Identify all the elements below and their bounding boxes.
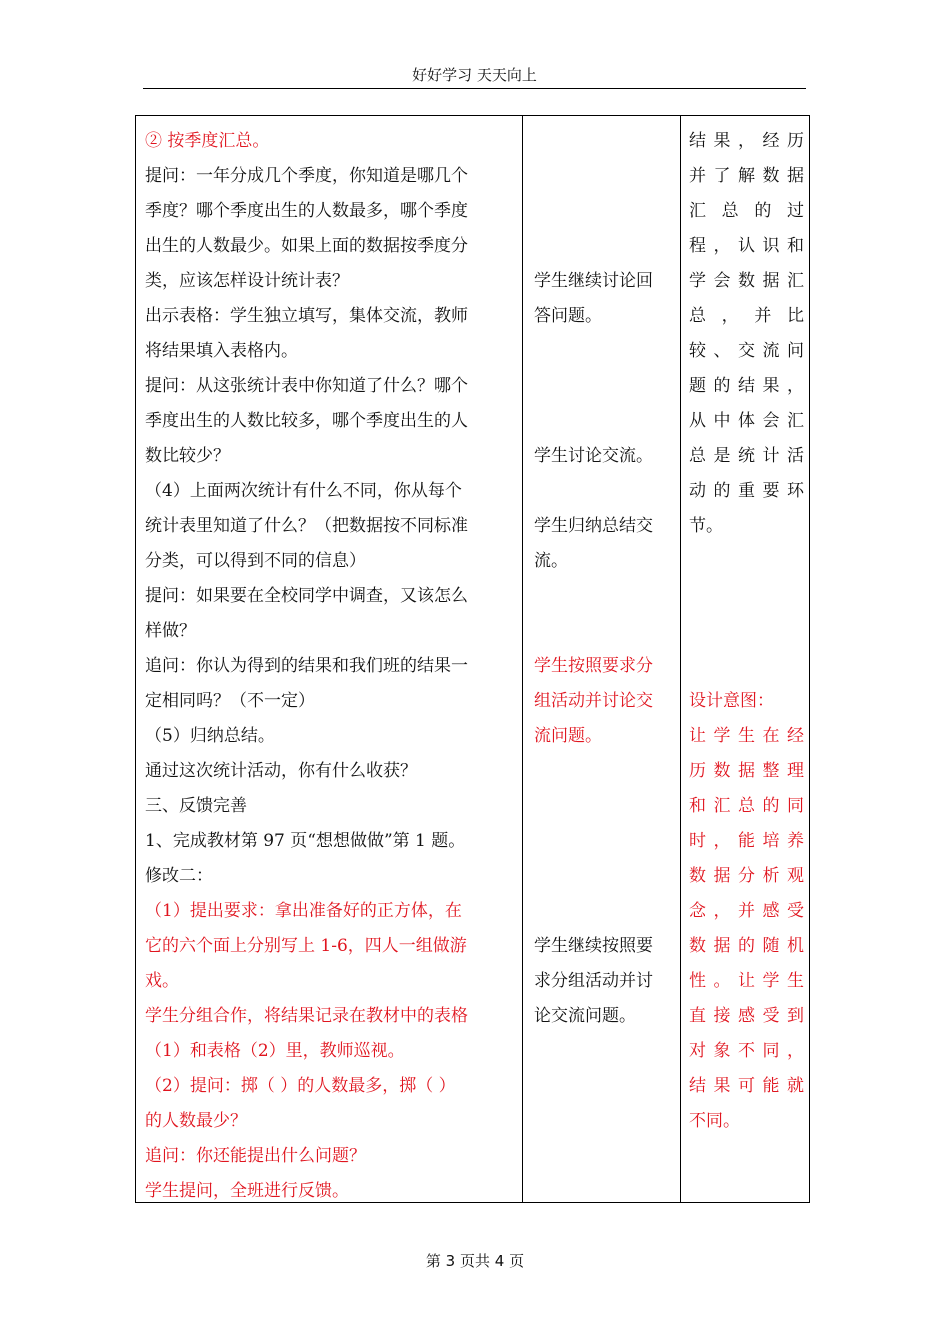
- text-line: [534, 229, 674, 264]
- text-line: [534, 894, 674, 929]
- text-line: [534, 789, 674, 824]
- text-line: [534, 859, 674, 894]
- text-line: 学生按照要求分: [534, 656, 653, 676]
- text-line: 题的结果，: [689, 376, 804, 396]
- text-line: 数比较少？: [145, 446, 230, 466]
- page-header: 好好学习 天天向上: [412, 66, 537, 84]
- text-line: 节。: [689, 516, 723, 536]
- text-line: 学生提问，全班进行反馈。: [145, 1181, 349, 1201]
- text-line: 出生的人数最少。如果上面的数据按季度分: [145, 236, 468, 256]
- text-line: 时，能培养: [689, 831, 804, 851]
- text-line: 动的重要环: [689, 481, 804, 501]
- text-line: 提问：从这张统计表中你知道了什么？哪个: [145, 376, 468, 396]
- text-line: 汇总的过: [689, 201, 804, 221]
- text-line: 结果可能就: [689, 1076, 804, 1096]
- text-line: 并了解数据: [689, 166, 804, 186]
- text-line: 出示表格：学生独立填写，集体交流，教师: [145, 306, 468, 326]
- text-line: 学会数据汇: [689, 271, 804, 291]
- text-line: （1）提出要求：拿出准备好的正方体，在: [145, 901, 462, 921]
- student-activity-column: [534, 124, 674, 1034]
- text-line: [689, 544, 804, 579]
- text-line: 直接感受到: [689, 1006, 804, 1026]
- teaching-process-column: [145, 124, 518, 1209]
- header-divider: [143, 88, 806, 89]
- text-line: 学生继续讨论回: [534, 271, 653, 291]
- text-line: 流。: [534, 551, 568, 571]
- text-line: 学生分组合作，将结果记录在教材中的表格: [145, 1006, 468, 1026]
- text-line: 答问题。: [534, 306, 602, 326]
- text-line: 三、反馈完善: [145, 796, 247, 816]
- text-line: 学生继续按照要: [534, 936, 653, 956]
- text-line: 程，认识和: [689, 236, 804, 256]
- text-line: 季度？哪个季度出生的人数最多，哪个季度: [145, 201, 468, 221]
- text-line: ② 按季度汇总。: [145, 131, 270, 151]
- text-line: 它的六个面上分别写上 1-6，四人一组做游: [145, 936, 467, 956]
- text-line: 和汇总的同: [689, 796, 804, 816]
- text-line: 统计表里知道了什么？（把数据按不同标准: [145, 516, 468, 536]
- text-line: （5）归纳总结。: [145, 726, 275, 746]
- text-line: （2）提问：掷（ ）的人数最多，掷（ ）: [145, 1076, 456, 1096]
- text-line: [534, 369, 674, 404]
- text-line: [534, 404, 674, 439]
- page-number: 第 3 页共 4 页: [425, 1252, 525, 1270]
- text-line: [534, 824, 674, 859]
- text-line: 求分组活动并讨: [534, 971, 653, 991]
- text-line: 分类，可以得到不同的信息）: [145, 551, 366, 571]
- column-divider-2: [680, 116, 681, 1202]
- text-line: [534, 754, 674, 789]
- text-line: [534, 614, 674, 649]
- text-line: 提问：如果要在全校同学中调查，又该怎么: [145, 586, 468, 606]
- text-line: 通过这次统计活动，你有什么收获？: [145, 761, 417, 781]
- text-line: 论交流问题。: [534, 1006, 636, 1026]
- text-line: 让学生在经: [689, 726, 804, 746]
- lesson-table: [135, 115, 810, 1203]
- text-line: 性。让学生: [689, 971, 804, 991]
- text-line: （1）和表格（2）里，教师巡视。: [145, 1041, 405, 1061]
- text-line: [689, 579, 804, 614]
- text-line: 组活动并讨论交: [534, 691, 653, 711]
- text-line: 较、交流问: [689, 341, 804, 361]
- text-line: 提问：一年分成几个季度，你知道是哪几个: [145, 166, 468, 186]
- text-line: 从中体会汇: [689, 411, 804, 431]
- text-line: [534, 159, 674, 194]
- text-line: 设计意图：: [689, 691, 774, 711]
- text-line: [534, 474, 674, 509]
- text-line: 样做？: [145, 621, 196, 641]
- text-line: 定相同吗？（不一定）: [145, 691, 315, 711]
- text-line: 学生讨论交流。: [534, 446, 653, 466]
- text-line: 数据分析观: [689, 866, 804, 886]
- text-line: 的人数最少？: [145, 1111, 247, 1131]
- design-intent-column: [689, 124, 804, 1139]
- text-line: 1、完成教材第 97 页“想想做做”第 1 题。: [145, 831, 466, 851]
- text-line: 历数据整理: [689, 761, 804, 781]
- text-line: [534, 124, 674, 159]
- text-line: [534, 579, 674, 614]
- text-line: 追问：你还能提出什么问题？: [145, 1146, 366, 1166]
- text-line: 戏。: [145, 971, 179, 991]
- column-divider-1: [522, 116, 523, 1202]
- text-line: 结果，经历: [689, 131, 804, 151]
- text-line: [534, 334, 674, 369]
- text-line: 总是统计活: [689, 446, 804, 466]
- text-line: 念，并感受: [689, 901, 804, 921]
- text-line: 总，并比: [689, 306, 804, 326]
- text-line: 将结果填入表格内。: [145, 341, 298, 361]
- text-line: 季度出生的人数比较多，哪个季度出生的人: [145, 411, 468, 431]
- text-line: 数据的随机: [689, 936, 804, 956]
- text-line: [689, 614, 804, 649]
- text-line: 对象不同，: [689, 1041, 804, 1061]
- text-line: 学生归纳总结交: [534, 516, 653, 536]
- text-line: （4）上面两次统计有什么不同，你从每个: [145, 481, 462, 501]
- text-line: [689, 649, 804, 684]
- text-line: 不同。: [689, 1111, 740, 1131]
- text-line: 流问题。: [534, 726, 602, 746]
- text-line: [534, 194, 674, 229]
- text-line: 类，应该怎样设计统计表？: [145, 271, 349, 291]
- text-line: 修改二：: [145, 866, 213, 886]
- text-line: 追问：你认为得到的结果和我们班的结果一: [145, 656, 468, 676]
